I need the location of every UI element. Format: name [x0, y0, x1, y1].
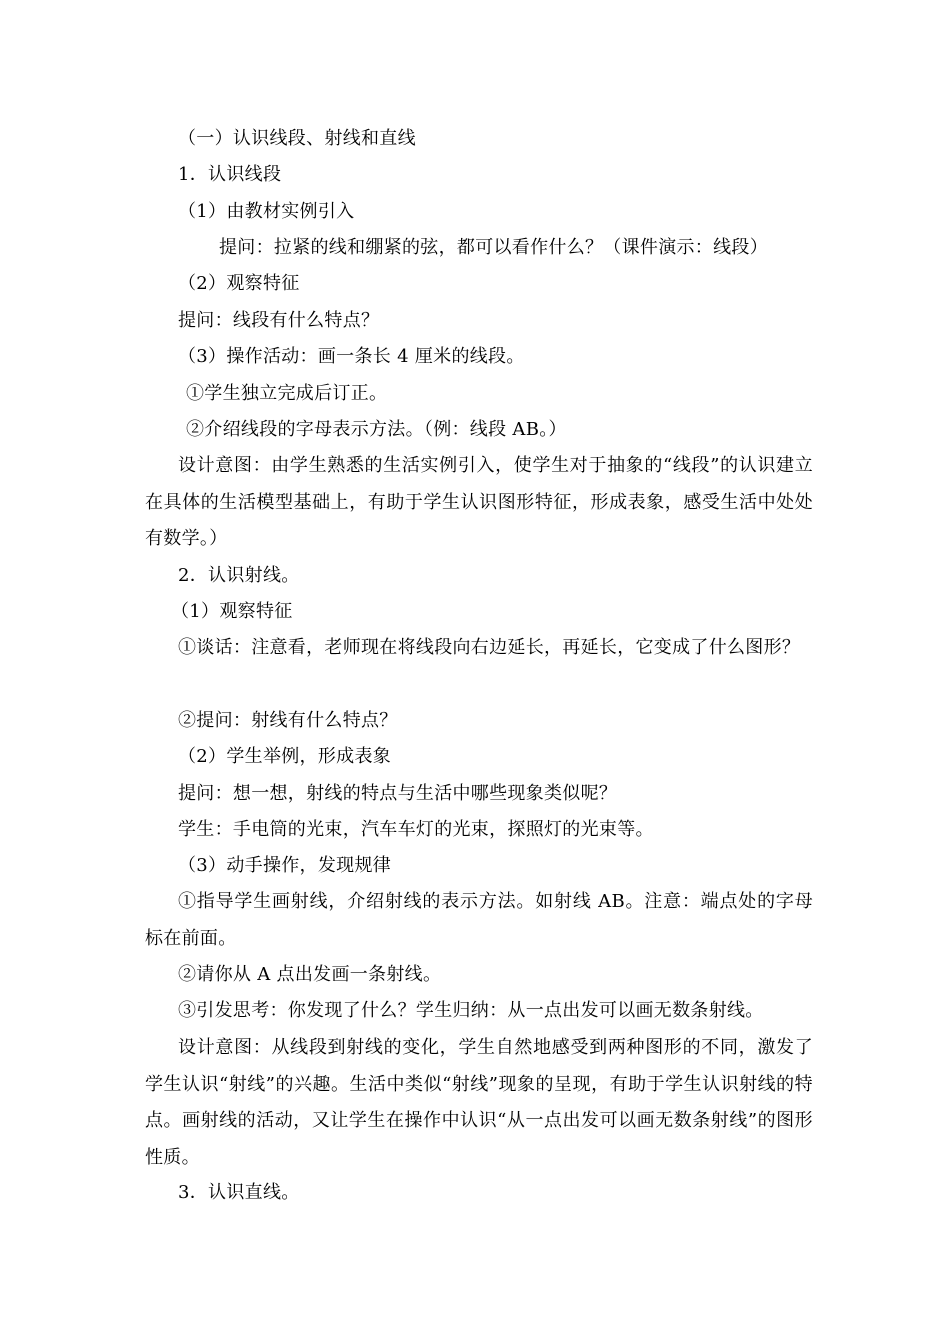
- subheading-ray: 2．认识射线。: [178, 565, 300, 586]
- text-line: 提问：线段有什么特点？: [178, 310, 380, 331]
- design-intent-paragraph: 设计意图：从线段到射线的变化，学生自然地感受到两种图形的不同，激发了学生认识“射线”的兴趣。生活中类似“射线”现象的呈现，有助于学生认识射线的特点。画射线的活动，又让学生在操作中认识“从一点出发可以画无数条射线”的图形性质。: [145, 1037, 813, 1168]
- text-paragraph: ①指导学生画射线，介绍射线的表示方法。如射线 AB。注意：端点处的字母标在前面。: [145, 891, 813, 949]
- text-line: ①学生独立完成后订正。: [186, 383, 388, 404]
- text-line: 提问：想一想，射线的特点与生活中哪些现象类似呢？: [178, 783, 618, 804]
- text-line: ③引发思考：你发现了什么？学生归纳：从一点出发可以画无数条射线。: [178, 1000, 764, 1021]
- section-heading: （一）认识线段、射线和直线: [178, 128, 416, 149]
- step-heading: （3）操作活动：画一条长 4 厘米的线段。: [178, 346, 525, 367]
- subheading-line: 3．认识直线。: [178, 1182, 300, 1203]
- text-line: ②介绍线段的字母表示方法。（例：线段 AB。）: [186, 419, 567, 440]
- text-line: ②请你从 A 点出发画一条射线。: [178, 964, 442, 985]
- design-intent-paragraph: 设计意图：由学生熟悉的生活实例引入，使学生对于抽象的“线段”的认识建立在具体的生活模型基础上，有助于学生认识图形特征，形成表象，感受生活中处处有数学。）: [145, 455, 813, 549]
- step-heading: （1）观察特征: [171, 601, 293, 622]
- step-heading: （3）动手操作，发现规律: [178, 855, 392, 876]
- text-line: ②提问：射线有什么特点？: [178, 710, 398, 731]
- text-line: 学生：手电筒的光束，汽车车灯的光束，探照灯的光束等。: [178, 819, 654, 840]
- text-line: 提问：拉紧的线和绷紧的弦，都可以看作什么？（课件演示：线段）: [219, 237, 768, 258]
- subheading-segment: 1．认识线段: [178, 164, 282, 185]
- step-heading: （2）学生举例，形成表象: [178, 746, 392, 767]
- step-heading: （1）由教材实例引入: [178, 201, 355, 222]
- step-heading: （2）观察特征: [178, 273, 300, 294]
- text-paragraph: ①谈话：注意看，老师现在将线段向右边延长，再延长，它变成了什么图形？: [178, 637, 801, 658]
